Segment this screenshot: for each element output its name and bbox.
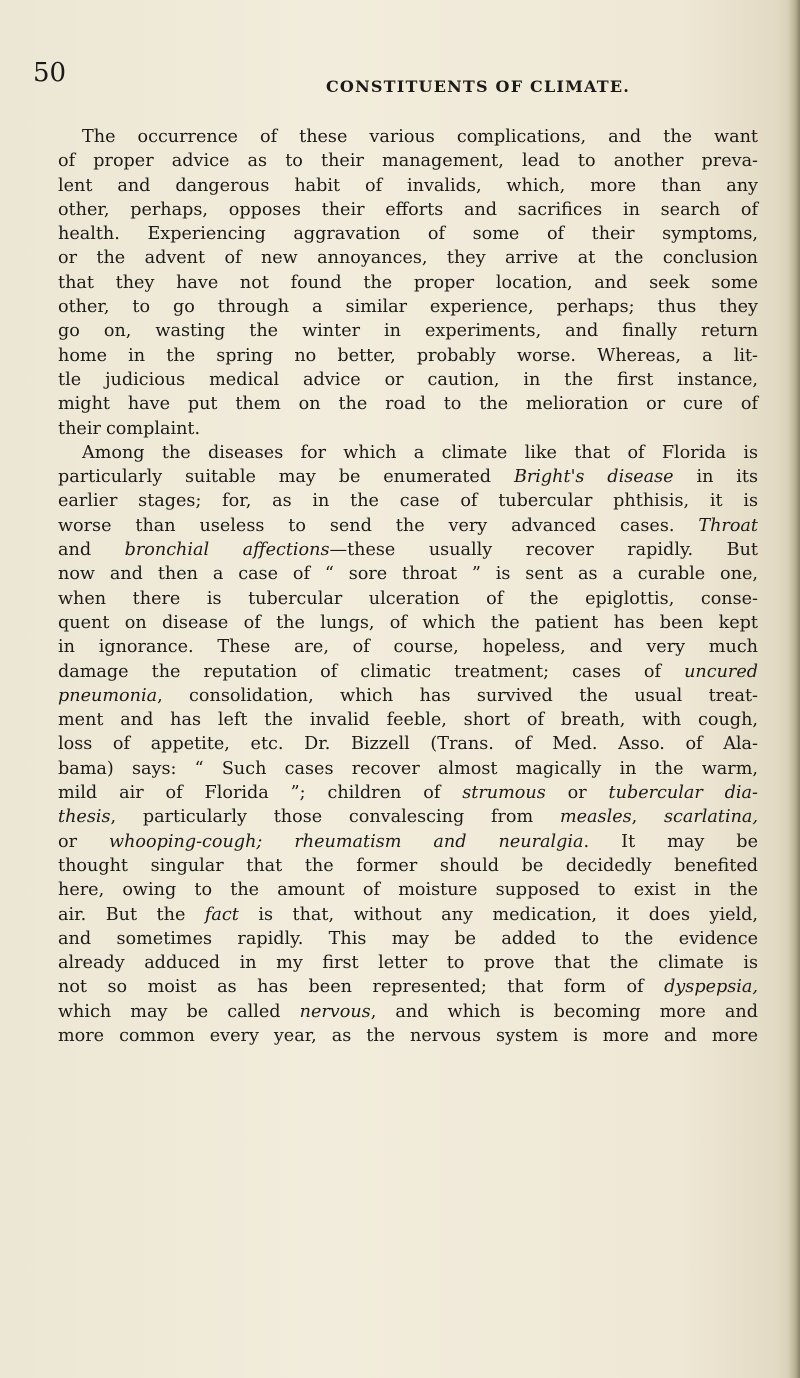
italic-term: strumous <box>462 783 546 804</box>
text-run: mild air of Florida ”; children of <box>58 783 463 804</box>
italic-term: whooping-cough; rheumatism and neuralgia <box>109 831 584 852</box>
italic-term: fact <box>204 904 239 925</box>
text-line <box>58 538 758 562</box>
text-line: The occurrence of these various complications, and the want <box>82 127 758 147</box>
text-run: or <box>545 783 609 804</box>
body-text <box>58 125 758 1048</box>
text-line <box>58 975 758 999</box>
text-line: lent and dangerous habit of invalids, which, more than any <box>58 175 758 196</box>
text-line: thought singular that the former should be decidedly benefited <box>58 855 758 876</box>
text-run: is that, without any medication, it does yield, <box>238 904 758 925</box>
text-line: loss of appetite, etc. Dr. Bizzell (Trans. of Med. Asso. of Ala- <box>58 734 758 755</box>
italic-term: nervous <box>299 1001 371 1022</box>
italic-term: pneumonia <box>58 685 158 706</box>
italic-term: scarlatina, <box>663 807 758 828</box>
text-line: go on, wasting the winter in experiments, and finally return <box>58 321 758 342</box>
text-run: , and which is becoming more and <box>370 1001 758 1022</box>
text-line <box>58 660 758 684</box>
text-run: particularly suitable may be enumerated <box>58 467 514 488</box>
italic-term: thesis <box>58 807 111 828</box>
italic-term: tubercular dia- <box>608 783 758 804</box>
text-run: —these usually recover rapidly. But <box>329 540 758 561</box>
italic-term: Bright's disease <box>513 467 674 488</box>
text-line: home in the spring no better, probably worse. Whereas, a lit- <box>58 345 758 366</box>
text-run: , <box>631 807 664 828</box>
text-line: or the advent of new annoyances, they arrive at the conclusion <box>58 248 758 269</box>
italic-term: bronchial affections <box>124 540 330 561</box>
text-line: earlier stages; for, as in the case of tubercular phthisis, it is <box>58 491 758 512</box>
text-run: damage the reputation of climatic treatment; cases of <box>58 661 685 682</box>
text-run: which may be called <box>58 1001 300 1022</box>
text-run: worse than useless to send the very advanced cases. <box>58 515 699 536</box>
text-line: in ignorance. These are, of course, hopeless, and very much <box>58 637 758 658</box>
text-line: now and then a case of “ sore throat ” is sent as a curable one, <box>58 564 758 585</box>
text-run: or <box>58 831 110 852</box>
text-line: when there is tubercular ulceration of the epiglottis, conse- <box>58 588 758 609</box>
text-run: in its <box>673 467 759 488</box>
page-edge-shadow <box>788 0 800 1378</box>
text-line <box>58 1000 758 1024</box>
text-line <box>58 781 758 805</box>
text-line <box>58 903 758 927</box>
text-line: more common every year, as the nervous system is more and more <box>58 1025 758 1046</box>
text-run: . It may be <box>583 831 758 852</box>
text-line: and sometimes rapidly. This may be added to the evidence <box>58 928 758 949</box>
text-run: not so moist as has been represented; that form of <box>58 977 665 998</box>
italic-term: dyspepsia, <box>664 977 758 998</box>
text-line: quent on disease of the lungs, of which the patient has been kept <box>58 612 758 633</box>
text-run: , consolidation, which has survived the usual treat- <box>157 685 758 706</box>
text-line <box>58 684 758 708</box>
text-run: and <box>58 540 125 561</box>
text-run: , particularly those convalescing from <box>110 807 560 828</box>
text-line: ment and has left the invalid feeble, short of breath, with cough, <box>58 710 758 731</box>
text-line: here, owing to the amount of moisture supposed to exist in the <box>58 880 758 901</box>
text-line: that they have not found the proper location, and seek some <box>58 272 758 293</box>
text-line: their complaint. <box>58 418 201 439</box>
text-line: other, perhaps, opposes their efforts and sacrifices in search of <box>58 199 758 220</box>
page-number: 50 <box>33 58 67 88</box>
italic-term: Throat <box>698 515 758 536</box>
italic-term: measles <box>559 807 632 828</box>
text-line: might have put them on the road to the melioration or cure of <box>58 394 758 415</box>
italic-term: uncured <box>684 661 758 682</box>
text-line: of proper advice as to their management, lead to another preva- <box>58 151 758 172</box>
running-head: CONSTITUENTS OF CLIMATE. <box>326 77 631 96</box>
text-line: Among the diseases for which a climate like that of Florida is <box>82 442 758 463</box>
text-line <box>58 465 758 489</box>
text-line: already adduced in my first letter to prove that the climate is <box>58 953 758 974</box>
text-line: tle judicious medical advice or caution, in the first instance, <box>58 369 758 390</box>
text-line: bama) says: “ Such cases recover almost magically in the warm, <box>58 758 758 779</box>
text-run: air. But the <box>58 904 205 925</box>
text-line <box>58 514 758 538</box>
text-line: other, to go through a similar experience, perhaps; thus they <box>58 297 758 318</box>
text-line <box>58 805 758 829</box>
text-line: health. Experiencing aggravation of some of their symptoms, <box>58 224 758 245</box>
text-line <box>58 830 758 854</box>
